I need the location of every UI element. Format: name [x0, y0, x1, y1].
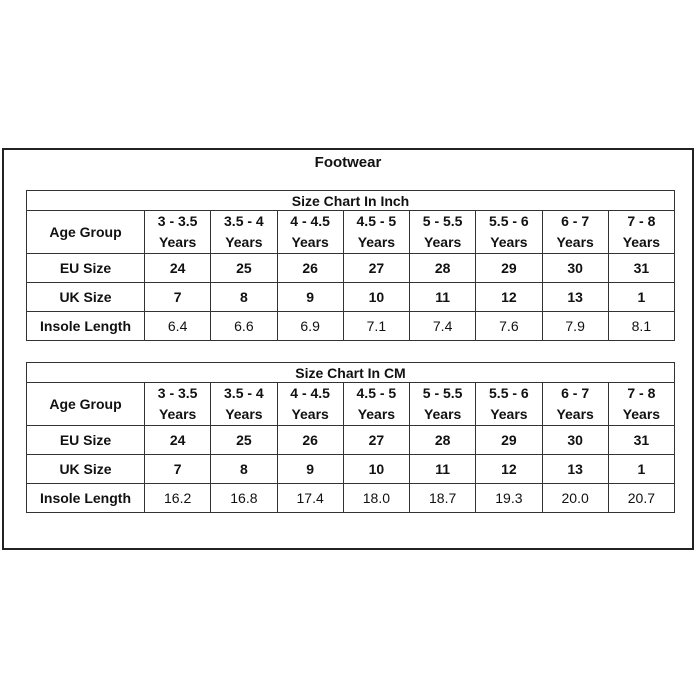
table-cell: 20.7	[608, 484, 674, 513]
age-unit: Years	[357, 234, 396, 250]
row-label: UK Size	[27, 455, 145, 484]
table-cell: 8	[211, 283, 277, 312]
table-cell: 7	[145, 283, 211, 312]
table-cell: 16.2	[145, 484, 211, 513]
table-cell: 10	[343, 283, 409, 312]
table-caption-row	[27, 191, 675, 211]
table-cell: 28	[410, 426, 476, 455]
age-unit: Years	[423, 234, 462, 250]
table-cell: 10	[343, 455, 409, 484]
age-range: 7 - 8	[627, 213, 656, 229]
table-cell: 9	[277, 455, 343, 484]
age-unit: Years	[357, 406, 396, 422]
table-cell: 26	[277, 254, 343, 283]
row-label: UK Size	[27, 283, 145, 312]
age-group-cell	[608, 383, 674, 426]
age-unit: Years	[291, 406, 329, 422]
age-range: 5.5 - 6	[489, 385, 529, 401]
age-unit: Years	[490, 406, 528, 422]
age-unit: Years	[556, 234, 594, 250]
table-cell: 6.9	[277, 312, 343, 341]
table-cell: 24	[145, 254, 211, 283]
table-cell: 17.4	[277, 484, 343, 513]
row-label: Insole Length	[27, 484, 145, 513]
age-range: 6 - 7	[561, 213, 590, 229]
table-cell: 13	[542, 283, 608, 312]
table-row	[27, 426, 675, 455]
age-group-cell	[410, 383, 476, 426]
age-range: 3.5 - 4	[224, 213, 264, 229]
age-range: 4.5 - 5	[356, 385, 397, 401]
table-cell: 27	[343, 254, 409, 283]
table-cell: 7.4	[410, 312, 476, 341]
age-group-cell	[608, 211, 674, 254]
age-range: 4 - 4.5	[290, 213, 330, 229]
row-label: Age Group	[27, 211, 145, 254]
row-label: EU Size	[27, 426, 145, 455]
age-range: 4.5 - 5	[356, 213, 397, 229]
table-cell: 11	[410, 283, 476, 312]
age-group-cell	[211, 211, 277, 254]
age-group-cell	[410, 211, 476, 254]
table-cell: 1	[608, 283, 674, 312]
table-cell: 30	[542, 254, 608, 283]
table-row	[27, 455, 675, 484]
table-row	[27, 254, 675, 283]
cm-size-table	[26, 362, 675, 513]
table-cell: 6.6	[211, 312, 277, 341]
age-group-cell	[476, 383, 542, 426]
table-cell: 7.6	[476, 312, 542, 341]
age-unit: Years	[291, 234, 329, 250]
age-group-cell	[542, 211, 608, 254]
age-range: 7 - 8	[627, 385, 656, 401]
table-cell: 7.1	[343, 312, 409, 341]
table-cell: 9	[277, 283, 343, 312]
table-cell: 19.3	[476, 484, 542, 513]
table-cell: 7.9	[542, 312, 608, 341]
age-unit: Years	[225, 234, 263, 250]
table-row	[27, 283, 675, 312]
table-cell: 13	[542, 455, 608, 484]
table-caption: Size Chart In CM	[27, 363, 675, 383]
table-cell: 12	[476, 283, 542, 312]
table-caption-row	[27, 363, 675, 383]
age-unit: Years	[556, 406, 594, 422]
age-group-cell	[542, 383, 608, 426]
table-cell: 1	[608, 455, 674, 484]
age-unit: Years	[423, 406, 462, 422]
age-range: 3 - 3.5	[157, 213, 198, 229]
table-cell: 29	[476, 254, 542, 283]
age-group-row	[27, 383, 675, 426]
table-cell: 31	[608, 254, 674, 283]
table-cell: 25	[211, 254, 277, 283]
table-cell: 20.0	[542, 484, 608, 513]
table-cell: 8.1	[608, 312, 674, 341]
table-cell: 18.0	[343, 484, 409, 513]
age-range: 3 - 3.5	[157, 385, 198, 401]
table-cell: 7	[145, 455, 211, 484]
table-cell: 26	[277, 426, 343, 455]
age-range: 3.5 - 4	[224, 385, 264, 401]
table-cell: 27	[343, 426, 409, 455]
table-cell: 29	[476, 426, 542, 455]
age-group-cell	[343, 211, 409, 254]
table-cell: 28	[410, 254, 476, 283]
table-cell: 18.7	[410, 484, 476, 513]
age-group-cell	[145, 211, 211, 254]
inch-size-table	[26, 190, 675, 341]
table-cell: 24	[145, 426, 211, 455]
age-group-cell	[277, 383, 343, 426]
age-group-cell	[277, 211, 343, 254]
age-unit: Years	[622, 406, 661, 422]
age-range: 5.5 - 6	[489, 213, 529, 229]
age-unit: Years	[158, 234, 197, 250]
age-range: 5 - 5.5	[422, 213, 463, 229]
table-cell: 31	[608, 426, 674, 455]
table-cell: 16.8	[211, 484, 277, 513]
row-label: Insole Length	[27, 312, 145, 341]
age-unit: Years	[490, 234, 528, 250]
age-unit: Years	[225, 406, 263, 422]
page-title: Footwear	[314, 154, 382, 171]
table-cell: 8	[211, 455, 277, 484]
table-cell: 25	[211, 426, 277, 455]
age-unit: Years	[158, 406, 197, 422]
table-row	[27, 484, 675, 513]
age-group-cell	[211, 383, 277, 426]
age-range: 5 - 5.5	[422, 385, 463, 401]
age-group-cell	[476, 211, 542, 254]
table-caption: Size Chart In Inch	[27, 191, 675, 211]
row-label: Age Group	[27, 383, 145, 426]
table-cell: 6.4	[145, 312, 211, 341]
age-range: 6 - 7	[561, 385, 590, 401]
table-cell: 12	[476, 455, 542, 484]
age-group-row	[27, 211, 675, 254]
age-group-cell	[145, 383, 211, 426]
table-row	[27, 312, 675, 341]
row-label: EU Size	[27, 254, 145, 283]
age-range: 4 - 4.5	[290, 385, 330, 401]
table-cell: 30	[542, 426, 608, 455]
size-chart-frame	[2, 148, 694, 550]
age-group-cell	[343, 383, 409, 426]
table-cell: 11	[410, 455, 476, 484]
age-unit: Years	[622, 234, 661, 250]
